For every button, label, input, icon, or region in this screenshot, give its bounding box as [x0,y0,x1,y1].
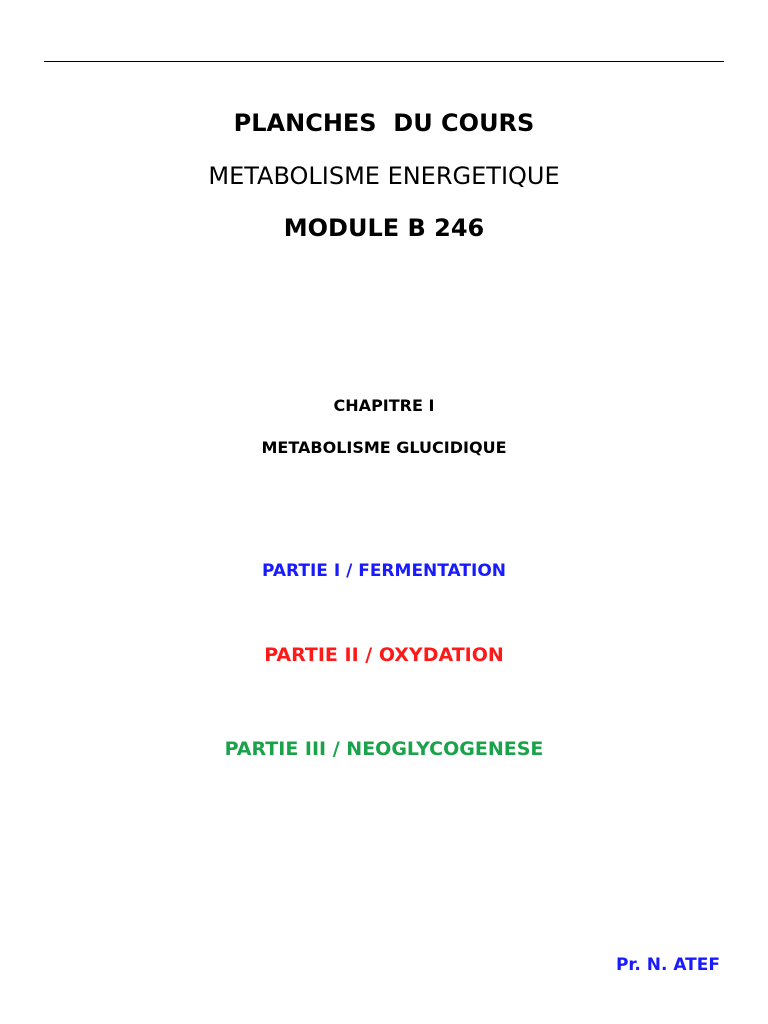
part-2-heading: PARTIE II / OXYDATION [264,644,504,666]
document-subtitle: METABOLISME ENERGETIQUE [208,162,560,190]
module-code: MODULE B 246 [283,214,485,242]
chapter-number: CHAPITRE I [333,396,435,415]
header-rule [44,61,724,62]
part-3-heading: PARTIE III / NEOGLYCOGENESE [224,738,544,760]
author-name: Pr. N. ATEF [615,955,720,975]
chapter-title: METABOLISME GLUCIDIQUE [261,438,507,457]
document-title: PLANCHES DU COURS [233,109,535,137]
part-1-heading: PARTIE I / FERMENTATION [262,561,506,581]
